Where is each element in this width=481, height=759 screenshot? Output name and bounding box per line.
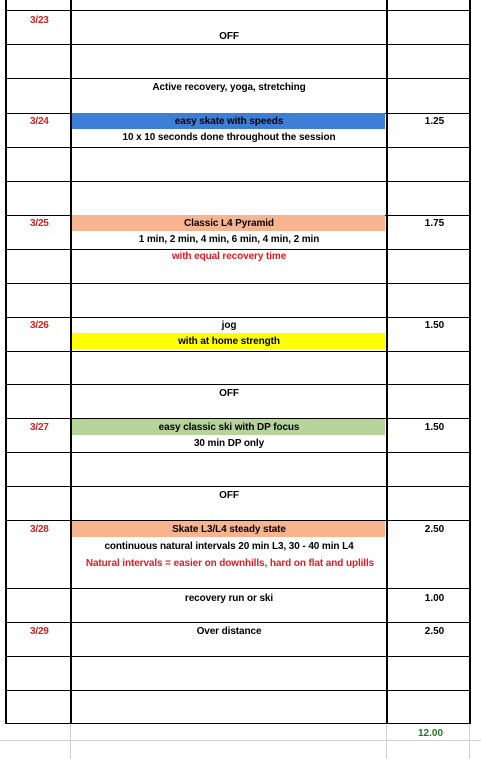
hours-cell: 1.50	[424, 320, 445, 331]
hours-cell: 2.50	[424, 524, 445, 535]
workout-title: Classic L4 Pyramid	[184, 218, 274, 229]
row-line	[5, 44, 471, 45]
workout-description: Active recovery, yoga, stretching	[152, 82, 306, 93]
date-cell: 3/26	[30, 320, 49, 331]
date-cell: 3/28	[30, 524, 49, 535]
empty-grid-line	[0, 740, 481, 741]
row-line	[5, 317, 471, 318]
workout-off: OFF	[219, 388, 239, 399]
hours-cell: 1.00	[424, 593, 445, 604]
row-line	[5, 452, 471, 453]
row-line	[5, 486, 471, 487]
workout-title: jog	[221, 320, 237, 331]
row-line	[5, 181, 471, 182]
date-cell: 3/23	[30, 15, 49, 26]
workout-note: Natural intervals = easier on downhills, hard on flat and uplills	[85, 558, 375, 569]
workout-detail: 30 min DP only	[193, 438, 265, 449]
column-border-hours	[469, 0, 471, 724]
workout-off: OFF	[219, 31, 239, 42]
workout-title: easy classic ski with DP focus	[158, 422, 300, 433]
row-line	[5, 283, 471, 284]
workout-detail: continuous natural intervals 20 min L3, 30 - 40 min L4	[104, 541, 354, 552]
workout-title: Over distance	[196, 626, 262, 637]
hours-cell: 1.25	[424, 116, 445, 127]
workout-title: Skate L3/L4 steady state	[172, 524, 286, 535]
date-cell: 3/29	[30, 626, 49, 637]
row-line	[5, 78, 471, 79]
row-line	[5, 384, 471, 385]
date-cell: 3/25	[30, 218, 49, 229]
row-line	[5, 656, 471, 657]
column-border-left	[5, 0, 7, 724]
row-line	[5, 588, 471, 589]
column-border-workout	[386, 0, 388, 724]
row-line	[5, 723, 471, 724]
workout-detail: with at home strength	[178, 336, 280, 347]
row-line	[5, 249, 471, 250]
hours-cell: 2.50	[424, 626, 445, 637]
hours-cell: 1.75	[424, 218, 445, 229]
row-line	[5, 147, 471, 148]
row-line	[5, 622, 471, 623]
row-line	[5, 10, 471, 11]
empty-grid-line	[70, 724, 71, 759]
column-border-date	[70, 0, 72, 724]
empty-grid-line	[386, 724, 387, 759]
workout-off: OFF	[219, 490, 239, 501]
total-hours: 12.00	[417, 728, 444, 739]
workout-title: easy skate with speeds	[174, 116, 284, 127]
workout-detail: 10 x 10 seconds done throughout the session	[122, 132, 336, 143]
date-cell: 3/24	[30, 116, 49, 127]
workout-detail: 1 min, 2 min, 4 min, 6 min, 4 min, 2 min	[138, 234, 320, 245]
workout-extra: recovery run or ski	[184, 593, 274, 604]
date-cell: 3/27	[30, 422, 49, 433]
row-line	[5, 690, 471, 691]
workout-note: with equal recovery time	[171, 251, 287, 262]
hours-cell: 1.50	[424, 422, 445, 433]
row-line	[5, 351, 471, 352]
